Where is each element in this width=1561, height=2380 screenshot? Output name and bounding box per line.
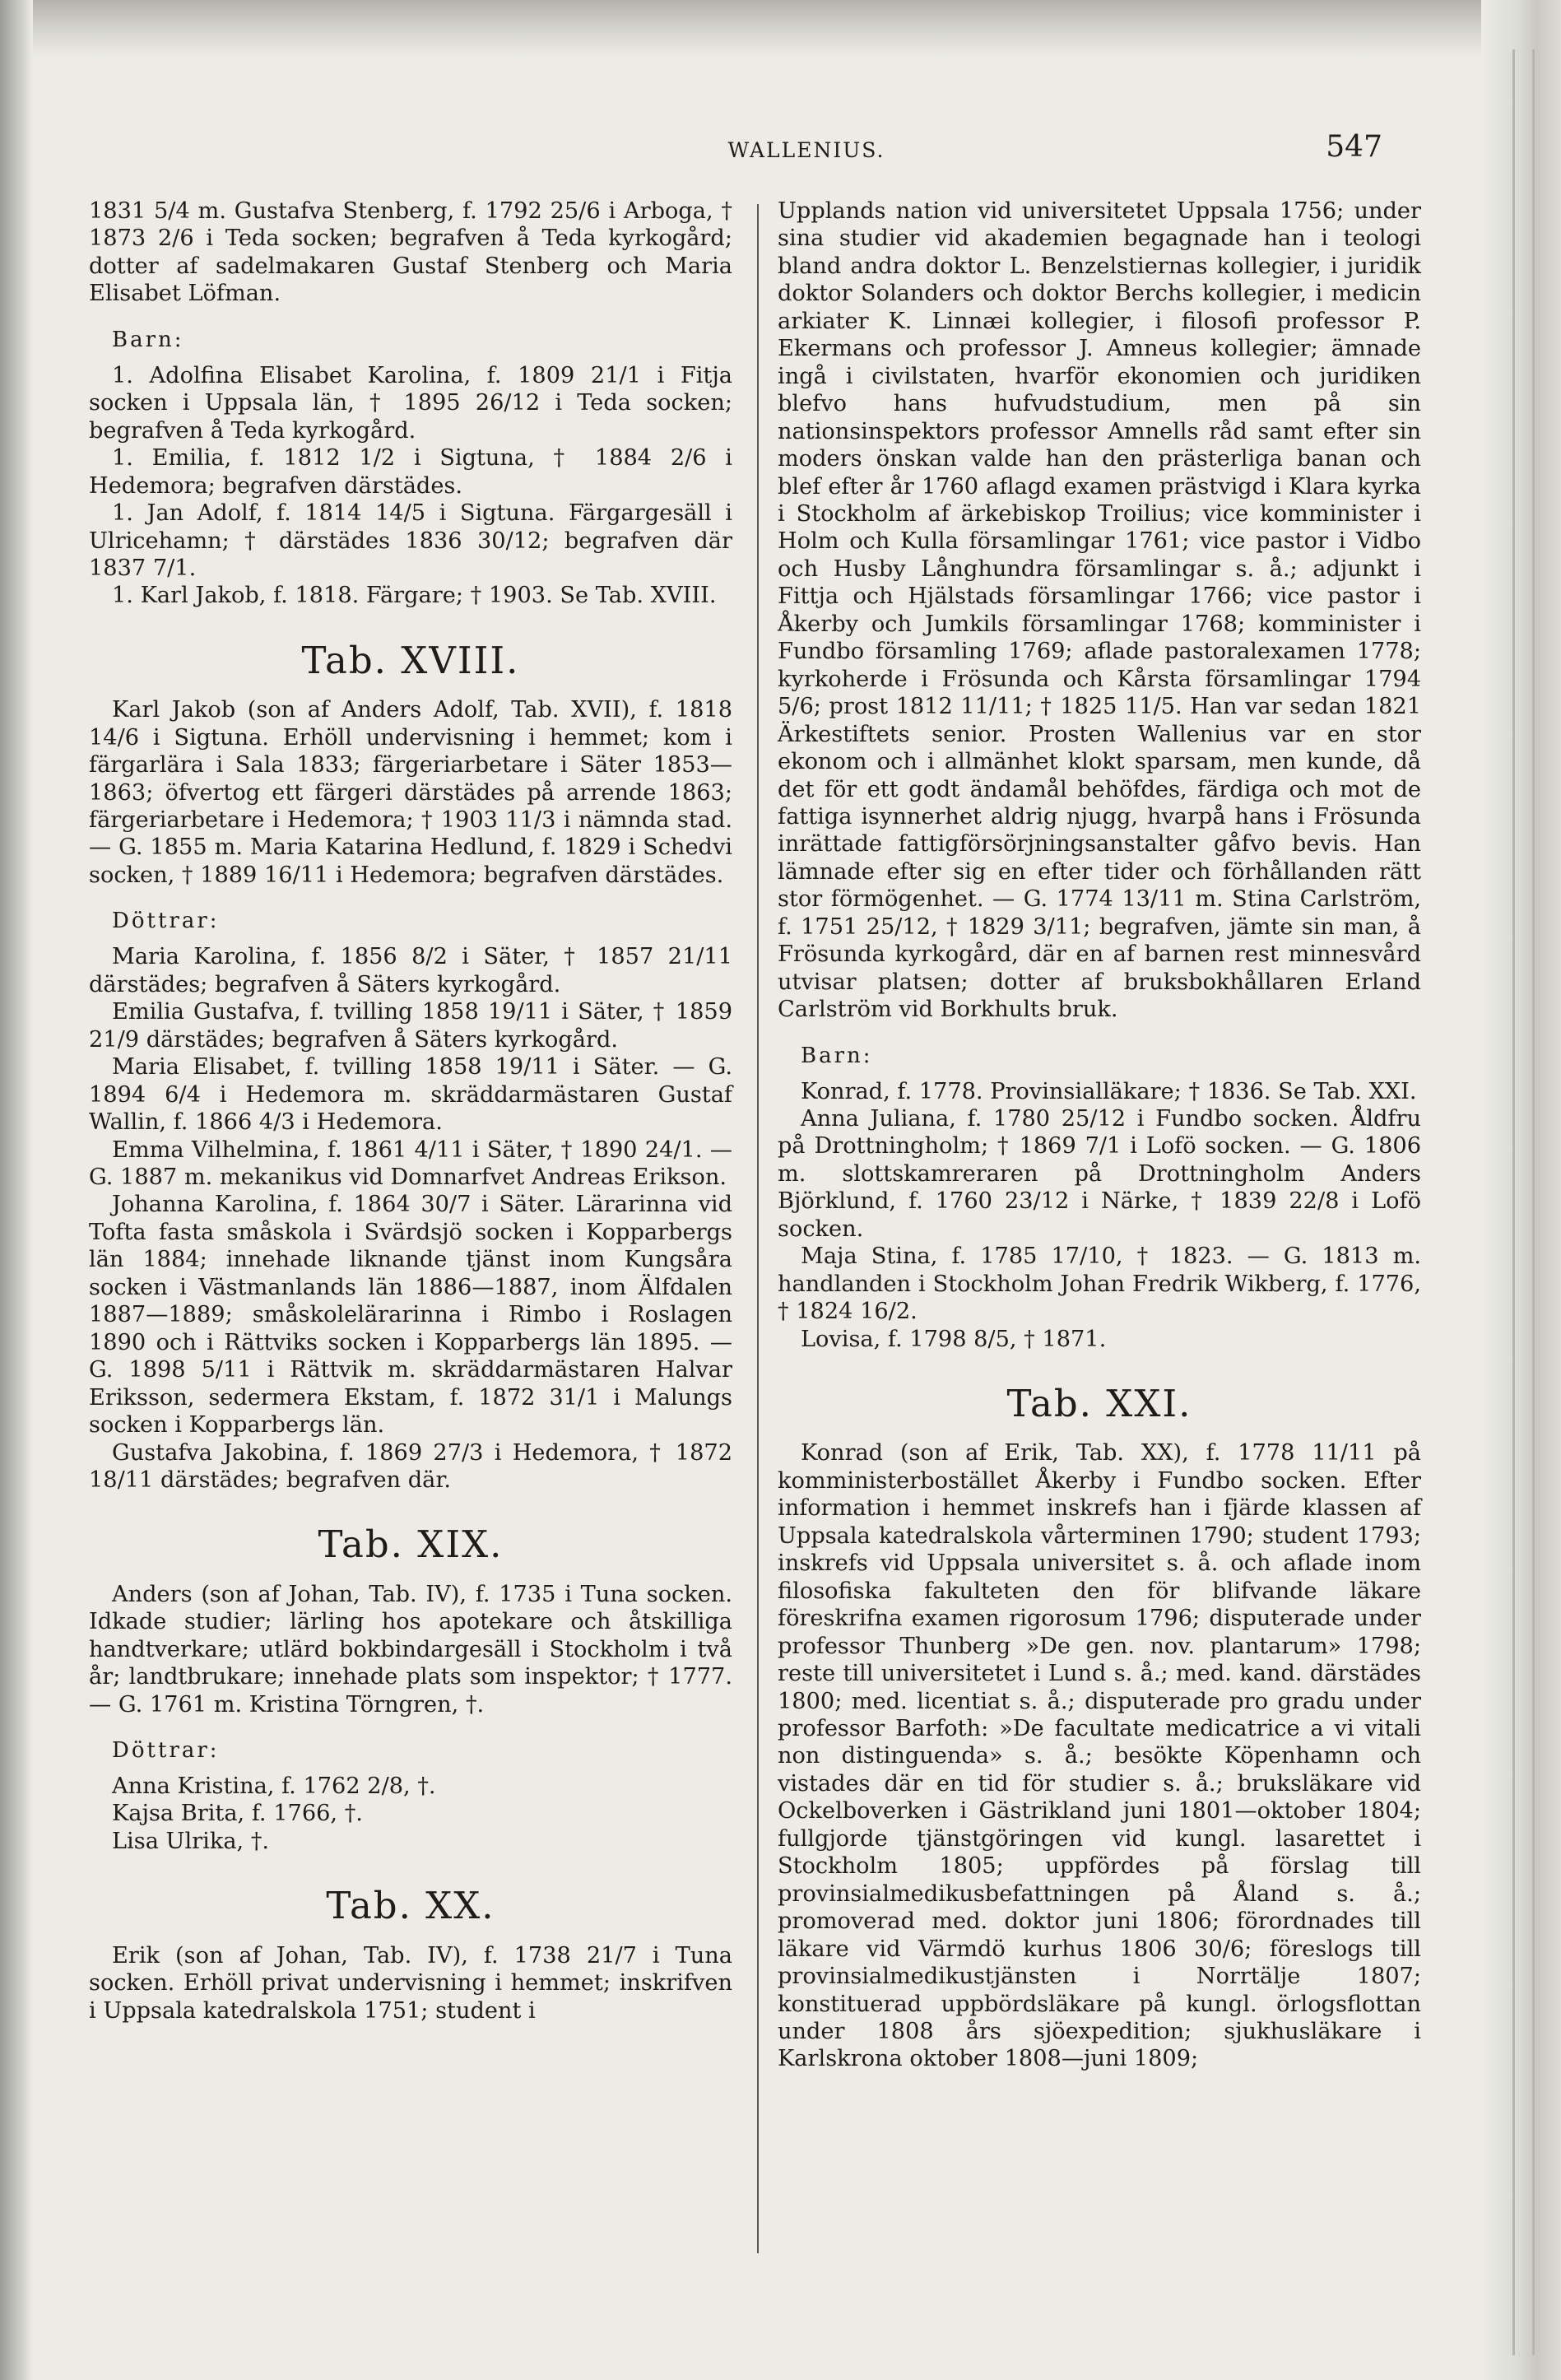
genealogy-entry: 1. Adolfina Elisabet Karolina, f. 1809 21/1 i Fitja socken i Uppsala län, † 1895 26/12 i Teda socken; begrafven å Teda kyrkogård. <box>89 362 732 444</box>
children-label: Döttrar: <box>112 1738 220 1764</box>
genealogy-entry: 1. Karl Jakob, f. 1818. Färgare; † 1903. Se Tab. XVIII. <box>112 583 717 609</box>
section-heading: Tab. XX. <box>326 1884 495 1928</box>
scan-page-edges <box>1481 0 1561 2380</box>
genealogy-entry: Johanna Karolina, f. 1864 30/7 i Säter. Lärarinna vid Tofta fasta småskola i Svärdsjö socken i Kopparbergs län 1884; innehade liknande tjänst inom Kungsåra socken i Västmanlands län 1886—1887, inom Älfdalen 1887—1889; småskolelärarinna i Rimbo i Roslagen 1890 och i Rättviks socken i Kopparbergs län 1895. — G. 1898 5/11 i Rättvik m. skräddarmästaren Halvar Eriksson, sedermera Ekstam, f. 1872 31/1 i Malungs socken i Kopparbergs län. <box>89 1192 732 1439</box>
section-heading: Tab. XIX. <box>318 1522 504 1567</box>
right-column <box>778 198 1421 2271</box>
running-title: WALLENIUS. <box>727 138 885 162</box>
genealogy-entry: Upplands nation vid universitetet Uppsala 1756; under sina studier vid akademien begagnade han i teologi bland andra doktor L. Benzelstiernas kollegier, i juridik doktor Solanders och doktor Berchs kollegier, i medicin arkiater K. Linnæi kollegier, i filosofi professor P. Ekermans och professor J. Amneus kollegier; ämnade ingå i civilstaten, hvarför ekonomien och juridiken blefvo hans hufvudstudium, men på sin nationsinspektors professor Amnells råd samt efter sin moders önskan valde han den prästerliga banan och blef efter år 1760 aflagd examen prästvigd i Klara kyrka i Stockholm af ärkebiskop Troilius; vice komminister i Holm och Kulla församlingar 1761; vice pastor i Vidbo och Husby Långhundra församlingar s. å.; adjunkt i Fittja och Hjälstads församlingar 1766; vice pastor i Åkerby och Jumkils församlingar 1768; komminister i Fundbo församling 1769; aflade pastoralexamen 1778; kyrkoherde i Frösunda och Kårsta församlingar 1794 5/6; prost 1812 11/11; † 1825 11/5. Han var sedan 1821 Ärkestiftets senior. Prosten Wallenius var en stor ekonom och i allmänhet klokt sparsam, men kunde, då det för ett godt ändamål behöfdes, färdiga och mot de fattiga isynnerhet aldrig njugg, hvarpå hans i Frösunda inrättade fattigförsörjningsanstalter gåfvo bevis. Han lämnade efter sig en efter tider och förhållanden rätt stor förmögenhet. — G. 1774 13/11 m. Stina Carlström, f. 1751 25/12, † 1829 3/11; begrafven, jämte sin man, å Frösunda kyrkogård, där en af barnen rest minnesvård utvisar platsen; dotter af bruksbokhållaren Erland Carlström vid Borkhults bruk. <box>778 198 1421 1023</box>
genealogy-entry: Emilia Gustafva, f. tvilling 1858 19/11 i Säter, † 1859 21/9 därstädes; begrafven å Säters kyrkogård. <box>89 999 732 1053</box>
left-column <box>89 198 732 2271</box>
genealogy-entry: 1. Jan Adolf, f. 1814 14/5 i Sigtuna. Färgargesäll i Ulricehamn; † därstädes 1836 30/12; begrafven där 1837 7/1. <box>89 500 732 581</box>
scan-top-shadow <box>0 0 1561 58</box>
children-label: Barn: <box>112 327 184 352</box>
genealogy-entry: 1831 5/4 m. Gustafva Stenberg, f. 1792 25/6 i Arboga, † 1873 2/6 i Teda socken; begrafven å Teda kyrkogård; dotter af sadelmakaren Gustaf Stenberg och Maria Elisabet Löfman. <box>89 198 732 307</box>
genealogy-entry: Karl Jakob (son af Anders Adolf, Tab. XVII), f. 1818 14/6 i Sigtuna. Erhöll undervisning i hemmet; kom i färgarlära i Sala 1833; färgeriarbetare i Säter 1853—1863; öfvertog ett färgeri därstädes på arrende 1863; färgeriarbetare i Hedemora; † 1903 11/3 i nämnda stad. — G. 1855 m. Maria Katarina Hedlund, f. 1829 i Schedvi socken, † 1889 16/11 i Hedemora; begrafven därstädes. <box>89 697 732 888</box>
genealogy-entry: Konrad (son af Erik, Tab. XX), f. 1778 11/11 på komministerbostället Åkerby i Fundbo socken. Efter information i hemmet inskrefs han i fjärde klassen af Uppsala katedralskola vårterminen 1790; student 1793; inskrefs vid Uppsala universitet s. å. och aflade inom filosofiska fakulteten den för blifvande läkare föreskrifna examen rigorosum 1796; disputerade under professor Thunberg »De gen. nov. plantarum» 1798; reste till universitetet i Lund s. å.; med. kand. därstädes 1800; med. licentiat s. å.; disputerade pro gradu under professor Barfoth: »De facultate medicatrice a vi vitali non distinguenda» s. å.; besökte Köpenhamn och vistades där en tid för studier s. å.; bruksläkare vid Ockelboverken i Gästrikland juni 1801—oktober 1804; fullgjorde tjänstgöringen vid kungl. lasarettet i Stockholm 1805; uppfördes på förslag till provinsialmedikusbefattningen på Åland s. å.; promoverad med. doktor juni 1806; förordnades till läkare vid Värmdö kurhus 1806 30/6; föreslogs till provinsialmedikustjänsten i Norrtälje 1807; konstituerad uppbördsläkare på kungl. örlogsflottan under 1808 års sjöexpedition; sjukhusläkare i Karlskrona oktober 1808—juni 1809; <box>778 1440 1421 2072</box>
genealogy-entry: Lovisa, f. 1798 8/5, † 1871. <box>801 1326 1107 1352</box>
genealogy-entry: Maja Stina, f. 1785 17/10, † 1823. — G. 1813 m. handlanden i Stockholm Johan Fredrik Wikberg, f. 1776, † 1824 16/2. <box>778 1243 1421 1325</box>
genealogy-entry: Emma Vilhelmina, f. 1861 4/11 i Säter, † 1890 24/1. — G. 1887 m. mekanikus vid Domnarfvet Andreas Erikson. <box>89 1137 732 1190</box>
genealogy-entry: Maria Elisabet, f. tvilling 1858 19/11 i Säter. — G. 1894 6/4 i Hedemora m. skräddarmästaren Gustaf Wallin, f. 1866 4/3 i Hedemora. <box>89 1054 732 1136</box>
page-number: 547 <box>1326 130 1382 164</box>
column-divider <box>757 204 759 2253</box>
genealogy-entry: Erik (son af Johan, Tab. IV), f. 1738 21/7 i Tuna socken. Erhöll privat undervisning i hemmet; inskrifven i Uppsala katedralskola 1751; student i <box>89 1942 732 2024</box>
genealogy-entry: Maria Karolina, f. 1856 8/2 i Säter, † 1857 21/11 därstädes; begrafven å Säters kyrkogård. <box>89 944 732 997</box>
children-label: Döttrar: <box>112 909 220 934</box>
genealogy-entry: Anna Juliana, f. 1780 25/12 i Fundbo socken. Åldfru på Drottningholm; † 1869 7/1 i Lofö socken. — G. 1806 m. slottskamreraren på Drottningholm Anders Björklund, f. 1760 23/12 i Närke, † 1839 22/8 i Lofö socken. <box>778 1106 1421 1242</box>
genealogy-entry: Lisa Ulrika, †. <box>112 1828 270 1854</box>
genealogy-entry: Kajsa Brita, f. 1766, †. <box>112 1801 363 1827</box>
genealogy-entry: Anna Kristina, f. 1762 2/8, †. <box>112 1773 436 1799</box>
genealogy-entry: Anders (son af Johan, Tab. IV), f. 1735 i Tuna socken. Idkade studier; lärling hos apotekare och åtskilliga handtverkare; utlärd bokbindargesäll i Stockholm i två år; landtbrukare; innehade plats som inspektor; † 1777. — G. 1761 m. Kristina Törngren, †. <box>89 1581 732 1718</box>
children-label: Barn: <box>801 1043 873 1068</box>
scan-gutter-shadow <box>0 0 33 2380</box>
genealogy-entry: Konrad, f. 1778. Provinsialläkare; † 1836. Se Tab. XXI. <box>801 1078 1417 1104</box>
section-heading: Tab. XXI. <box>1006 1382 1192 1426</box>
section-heading: Tab. XVIII. <box>301 638 520 682</box>
genealogy-entry: 1. Emilia, f. 1812 1/2 i Sigtuna, † 1884 2/6 i Hedemora; begrafven därstädes. <box>89 445 732 499</box>
genealogy-entry: Gustafva Jakobina, f. 1869 27/3 i Hedemora, † 1872 18/11 därstädes; begrafven där. <box>89 1439 732 1493</box>
